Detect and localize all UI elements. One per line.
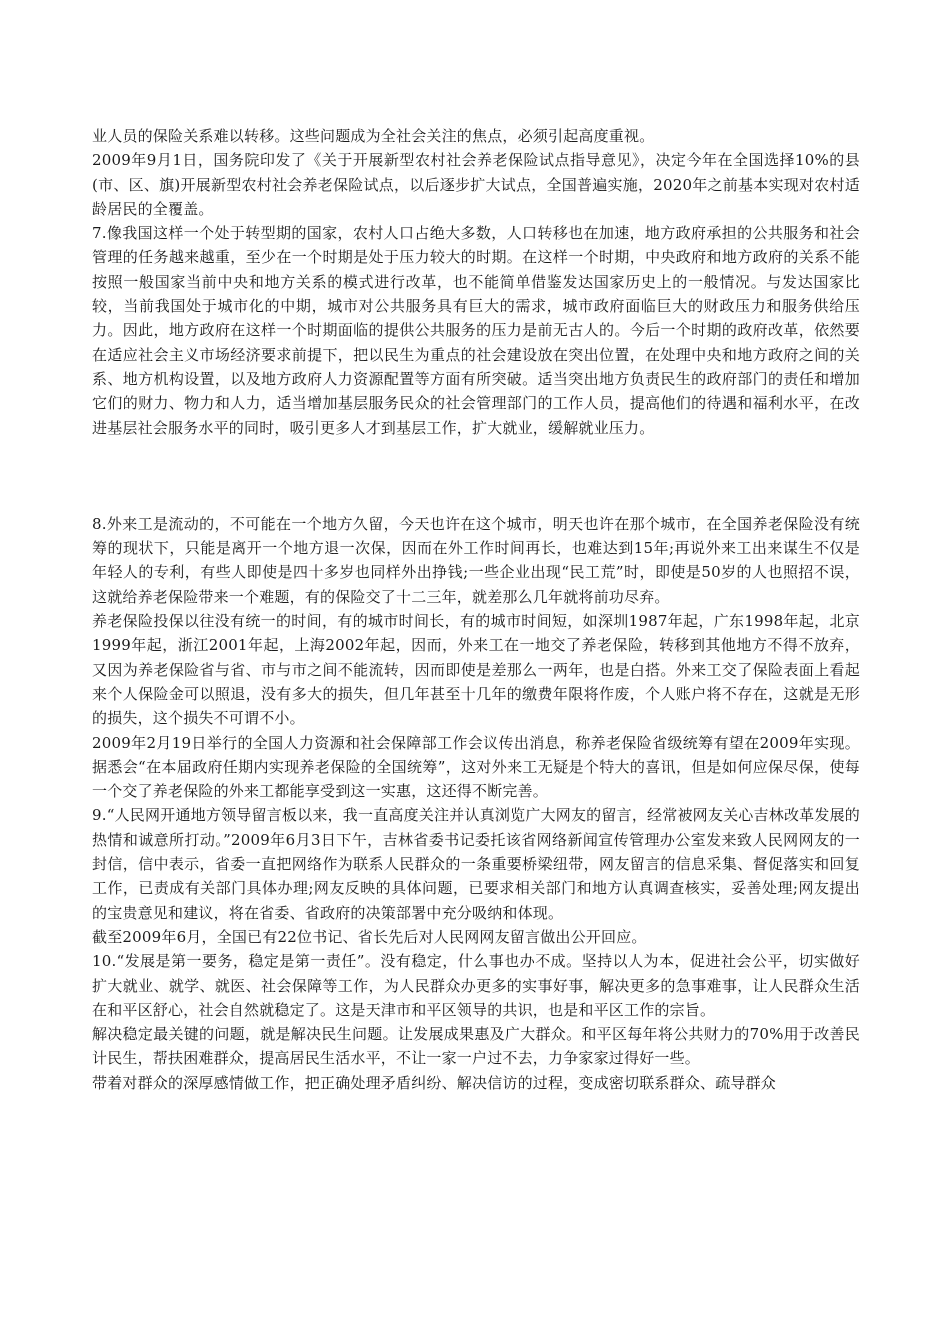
paragraph-pension-coordination: 2009年2月19日举行的全国人力资源和社会保障部工作会议传出消息，称养老保险省级统筹有望在2009年实现。据悉会“在本届政府任期内实现养老保险的全国统筹”，这对外来工无疑是个特大的喜讯，但是如何应保尽保，使每一个交了养老保险的外来工都能享受到这一实惠，这还得不断完善。 [92, 733, 860, 801]
paragraph-gap [92, 440, 860, 512]
paragraph-10-stability: 10.“发展是第一要务，稳定是第一责任”。没有稳定，什么事也办不成。坚持以人为本，促进社会公平，切实做好扩大就业、就学、就医、社会保障等工作，为人民群众办更多的实事好事，解决更多的急事难事，让人民群众生活在和平区舒心，社会自然就稳定了。这是天津市和平区领导的共识，也是和平区工作的宗旨。 [92, 952, 860, 1019]
paragraph-petitions: 带着对群众的深厚感情做工作，把正确处理矛盾纠纷、解决信访的过程，变成密切联系群众、疏导群众 [92, 1073, 777, 1092]
paragraph-pension-timeline: 养老保险投保以往没有统一的时间，有的城市时间长，有的城市时间短，如深圳1987年起，广东1998年起，北京1999年起，浙江2001年起，上海2002年起，因而，外来工在一地交了养老保险，转移到其他地方不得不放弃，又因为养老保险省与省、市与市之间不能流转，因而即使是差那么一两年，也是白搭。外来工交了保险表面上看起来个人保险金可以照退，没有多大的损失，但几年甚至十几年的缴费年限将作废，个人账户将不存在，这就是无形的损失，这个损失不可谓不小。 [92, 612, 860, 728]
paragraph-insurance-transfer: 业人员的保险关系难以转移。这些问题成为全社会关注的焦点，必须引起高度重视。 [92, 127, 655, 145]
paragraph-leaders-responses: 截至2009年6月，全国已有22位书记、省长先后对人民网网友留言做出公开回应。 [92, 927, 647, 946]
paragraph-livelihood: 解决稳定最关键的问题，就是解决民生问题。让发展成果惠及广大群众。和平区每年将公共财力的70%用于改善民计民生，帮扶困难群众，提高居民生活水平，不让一家一户过不去，力争家家过得好一些。 [92, 1025, 860, 1068]
document-body [92, 124, 860, 1095]
paragraph-8-migrant-workers: 8.外来工是流动的，不可能在一个地方久留，今天也许在这个城市，明天也许在那个城市，在全国养老保险没有统筹的现状下，只能是离开一个地方退一次保，因而在外工作时间再长，也难达到15年;再说外来工出来谋生不仅是年轻人的专利，有些人即使是四十多岁也同样外出挣钱;一些企业出现“民工荒”时，即使是50岁的人也照招不误，这就给养老保险带来一个难题，有的保险交了十二三年，就差那么几年就将前功尽弃。 [92, 514, 860, 606]
paragraph-7-local-government: 7.像我国这样一个处于转型期的国家，农村人口占绝大多数，人口转移也在加速，地方政府承担的公共服务和社会管理的任务越来越重，至少在一个时期是处于压力较大的时期。在这样一个时期，中央政府和地方政府的关系不能按照一般国家当前中央和地方关系的模式进行改革，也不能简单借鉴发达国家历史上的一般情况。与发达国家比较，当前我国处于城市化的中期，城市对公共服务具有巨大的需求，城市政府面临巨大的财政压力和服务供给压力。因此，地方政府在这样一个时期面临的提供公共服务的压力是前无古人的。今后一个时期的政府改革，依然要在适应社会主义市场经济要求前提下，把以民生为重点的社会建设放在突出位置，在处理中央和地方政府之间的关系、地方机构设置，以及地方政府人力资源配置等方面有所突破。适当突出地方负责民生的政府部门的责任和增加它们的财力、物力和人力，适当增加基层服务民众的社会管理部门的工作人员，提高他们的待遇和福利水平，在改进基层社会服务水平的同时，吸引更多人才到基层工作，扩大就业，缓解就业压力。 [92, 224, 860, 437]
paragraph-rural-pension-pilot: 2009年9月1日，国务院印发了《关于开展新型农村社会养老保险试点指导意见》，决定今年在全国选择10%的县(市、区、旗)开展新型农村社会养老保险试点，以后逐步扩大试点，全国普遍实施，2020年之前基本实现对农村适龄居民的全覆盖。 [92, 151, 860, 218]
paragraph-9-jilin-letter: 9.“人民网开通地方领导留言板以来，我一直高度关注并认真浏览广大网友的留言，经常被网友关心吉林改革发展的热情和诚意所打动。”2009年6月3日下午，吉林省委书记委托该省网络新闻宣传管理办公室发来致人民网网友的一封信，信中表示，省委一直把网络作为联系人民群众的一条重要桥梁纽带，网友留言的信息采集、督促落实和回复工作，已责成有关部门具体办理;网友反映的具体问题，已要求相关部门和地方认真调查核实，妥善处理;网友提出的宝贵意见和建议，将在省委、省政府的决策部署中充分吸纳和体现。 [92, 806, 860, 922]
